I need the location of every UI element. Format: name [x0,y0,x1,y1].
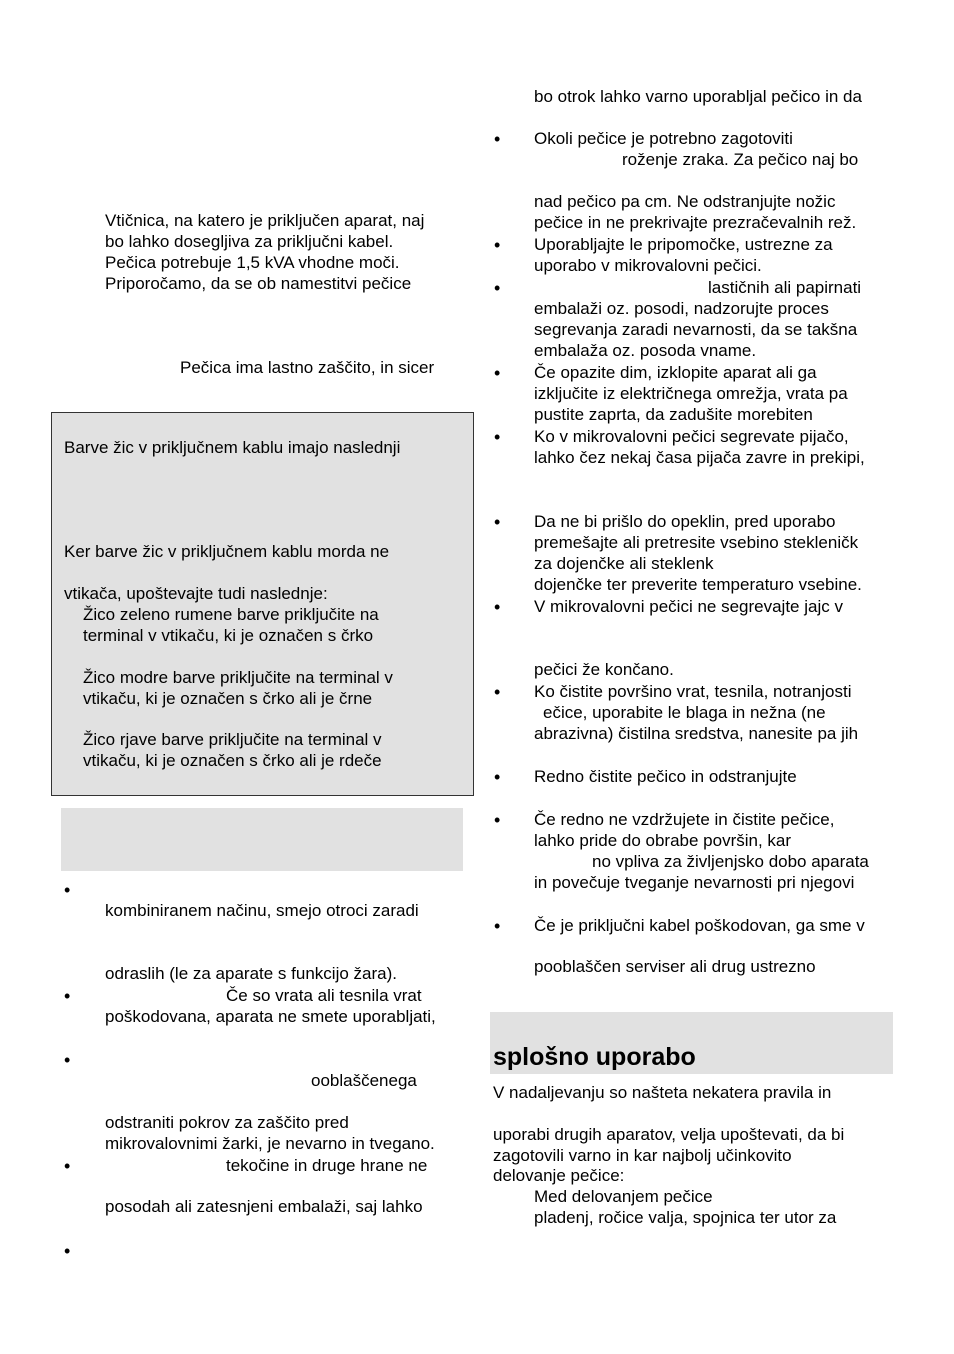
list-item-line: odstraniti pokrov za zaščito pred [105,1113,349,1132]
box-line-green: terminal v vtikaču, ki je označen s črko [83,626,374,645]
box-line-brown: Žico rjave barve priključite na terminal v [83,730,382,749]
list-item-line: premešajte ali pretresite vsebino stekleničk [534,533,859,552]
bullet: • [494,235,501,255]
list-item-line: Ko čistite površino vrat, tesnila, notranjosti [534,682,852,701]
list-item-line: nad pečico pa cm. Ne odstranjujte nožic [534,192,836,211]
box-line: vtikača, upoštevajte tudi naslednje: [64,584,328,603]
box-line: Ker barve žic v priključnem kablu morda ne [64,542,390,561]
list-item-line: ooblaščenega [311,1071,417,1090]
paragraph-line: pladenj, ročice valja, spojnica ter utor za [534,1208,837,1227]
list-item-line: Če opazite dim, izklopite aparat ali ga [534,363,817,382]
bullet: • [494,767,501,787]
list-item-line: embalaži oz. posodi, nadzorujte proces [534,299,829,318]
list-item-line: posodah ali zatesnjeni embalaži, saj lahko [105,1197,423,1216]
paragraph-line: bo lahko dosegljiva za priključni kabel. [105,232,394,251]
list-item-line: uporabo v mikrovalovni pečici. [534,256,762,275]
list-item-line: za dojenčke ali steklenk [534,554,714,573]
bullet: • [494,810,501,830]
list-item-line: Če je priključni kabel poškodovan, ga sme v [534,916,865,935]
paragraph-line: Pečica ima lastno zaščito, in sicer [180,358,435,377]
bullet: • [494,363,501,383]
list-item-line: embalaža oz. posoda vname. [534,341,757,360]
list-item-line: roženje zraka. Za pečico naj bo [622,150,859,169]
list-item-line: poškodovana, aparata ne smete uporabljati, [105,1007,436,1026]
section-heading-box [490,1012,893,1074]
list-item-line: ečice, uporabite le blaga in nežna (ne [543,703,826,722]
list-item-line: V mikrovalovni pečici ne segrevajte jajc v [534,597,843,616]
bullet: • [64,986,71,1006]
list-item-line: abrazivna) čistilna sredstva, nanesite pa jih [534,724,859,743]
paragraph-line: Vtičnica, na katero je priključen aparat, naj [105,211,425,230]
bullet: • [494,682,501,702]
list-item-line: Da ne bi prišlo do opeklin, pred uporabo [534,512,836,531]
bullet: • [64,1241,71,1261]
paragraph-line: Med delovanjem pečice [534,1187,713,1206]
bullet: • [64,1050,71,1070]
bullet: • [494,512,501,532]
list-item-line: kombiniranem načinu, smejo otroci zaradi [105,901,419,920]
paragraph-line: Pečica potrebuje 1,5 kVA vhodne moči. [105,253,400,272]
list-item-line: no vpliva za življenjsko dobo aparata [592,852,869,871]
list-item-line: dojenčke ter preverite temperaturo vsebine. [534,575,862,594]
bullet: • [494,427,501,447]
list-item-line: pooblaščen serviser ali drug ustrezno [534,957,816,976]
paragraph-line: uporabi drugih aparatov, velja upoštevati, da bi [493,1125,845,1144]
list-item-line: pečici že končano. [534,660,674,679]
list-item-line: Redno čistite pečico in odstranjujte [534,767,797,786]
list-item-line: mikrovalovnimi žarki, je nevarno in tvegano. [105,1134,435,1153]
paragraph-line: bo otrok lahko varno uporabljal pečico in da [534,87,862,106]
list-item-line: tekočine in druge hrane ne [226,1156,428,1175]
paragraph-line: delovanje pečice: [493,1166,625,1185]
box-line: Barve žic v priključnem kablu imajo naslednji [64,438,401,457]
list-item-line: Če so vrata ali tesnila vrat [226,986,422,1005]
list-item-line: Če redno ne vzdržujete in čistite pečice, [534,810,835,829]
list-item-line: Uporabljajte le pripomočke, ustrezne za [534,235,833,254]
bullet: • [494,916,501,936]
list-item-line: lastičnih ali papirnati [708,278,862,297]
section-heading-box [61,808,463,871]
paragraph-line: V nadaljevanju so našteta nekatera pravila in [493,1083,832,1102]
bullet: • [64,880,71,900]
bullet: • [494,597,501,617]
bullet: • [64,1156,71,1176]
list-item-line: odraslih (le za aparate s funkcijo žara). [105,964,397,983]
box-line-blue: vtikaču, ki je označen s črko ali je črne [83,689,373,708]
list-item-line: pečice in ne prekrivajte prezračevalnih rež. [534,213,857,232]
paragraph-line: Priporočamo, da se ob namestitvi pečice [105,274,412,293]
list-item-line: lahko čez nekaj časa pijača zavre in prekipi, [534,448,865,467]
list-item-line: izključite iz električnega omrežja, vrata pa [534,384,848,403]
bullet: • [494,129,501,149]
wire-colors-box [51,412,474,796]
list-item-line: pustite zaprta, da zadušite morebiten [534,405,813,424]
list-item-line: in povečuje tveganje nevarnosti pri njegovi [534,873,855,892]
box-line-green: Žico zeleno rumene barve priključite na [83,605,379,624]
box-line-brown: vtikaču, ki je označen s črko ali je rdeče [83,751,382,770]
box-line-blue: Žico modre barve priključite na terminal v [83,668,393,687]
list-item-line: Okoli pečice je potrebno zagotoviti [534,129,793,148]
bullet: • [494,278,501,298]
list-item-line: Ko v mikrovalovni pečici segrevate pijačo, [534,427,849,446]
list-item-line: lahko pride do obrabe površin, kar [534,831,792,850]
section-heading: splošno uporabo [493,1043,696,1071]
list-item-line: segrevanja zaradi nevarnosti, da se takšna [534,320,858,339]
paragraph-line: zagotovili varno in kar najbolj učinkovito [493,1146,792,1165]
